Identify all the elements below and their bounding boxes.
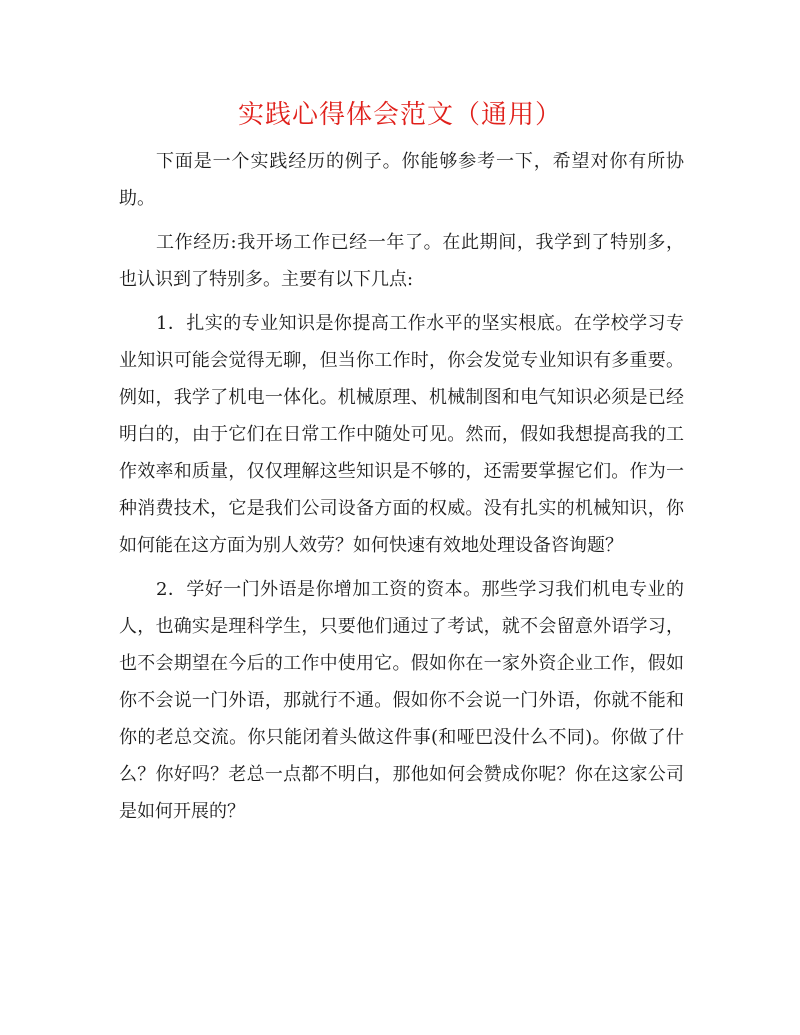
paragraph-point-2: 2．学好一门外语是你增加工资的资本。那些学习我们机电专业的人，也确实是理科学生，只要他们通过了考试，就不会留意外语学习，也不会期望在今后的工作中使用它。假如你在一家外资企业工作，假如你不会说一门外语，那就行不通。假如你不会说一门外语，你就不能和你的老总交流。你只能闭着头做这件事(和哑巴没什么不同)。你做了什么？你好吗？老总一点都不明白，那他如何会赞成你呢？你在这家公司是如何开展的？	[119, 579, 684, 822]
paragraph-work-experience: 工作经历:我开场工作已经一年了。在此期间，我学到了特别多，也认识到了特别多。主要有以下几点:	[119, 232, 684, 290]
paragraph-point-1: 1．扎实的专业知识是你提高工作水平的坚实根底。在学校学习专业知识可能会觉得无聊，但当你工作时，你会发觉专业知识有多重要。例如，我学了机电一体化。机械原理、机械制图和电气知识必须是已经明白的，由于它们在日常工作中随处可见。然而，假如我想提高我的工作效率和质量，仅仅理解这些知识是不够的，还需要掌握它们。作为一种消费技术，它是我们公司设备方面的权威。没有扎实的机械知识，你如何能在这方面为别人效劳？如何快速有效地处理设备咨询题？	[119, 313, 684, 556]
paragraph-intro: 下面是一个实践经历的例子。你能够参考一下，希望对你有所协助。	[119, 151, 684, 209]
document-body	[119, 143, 684, 830]
document-title: 实践心得体会范文（通用）	[237, 100, 562, 130]
